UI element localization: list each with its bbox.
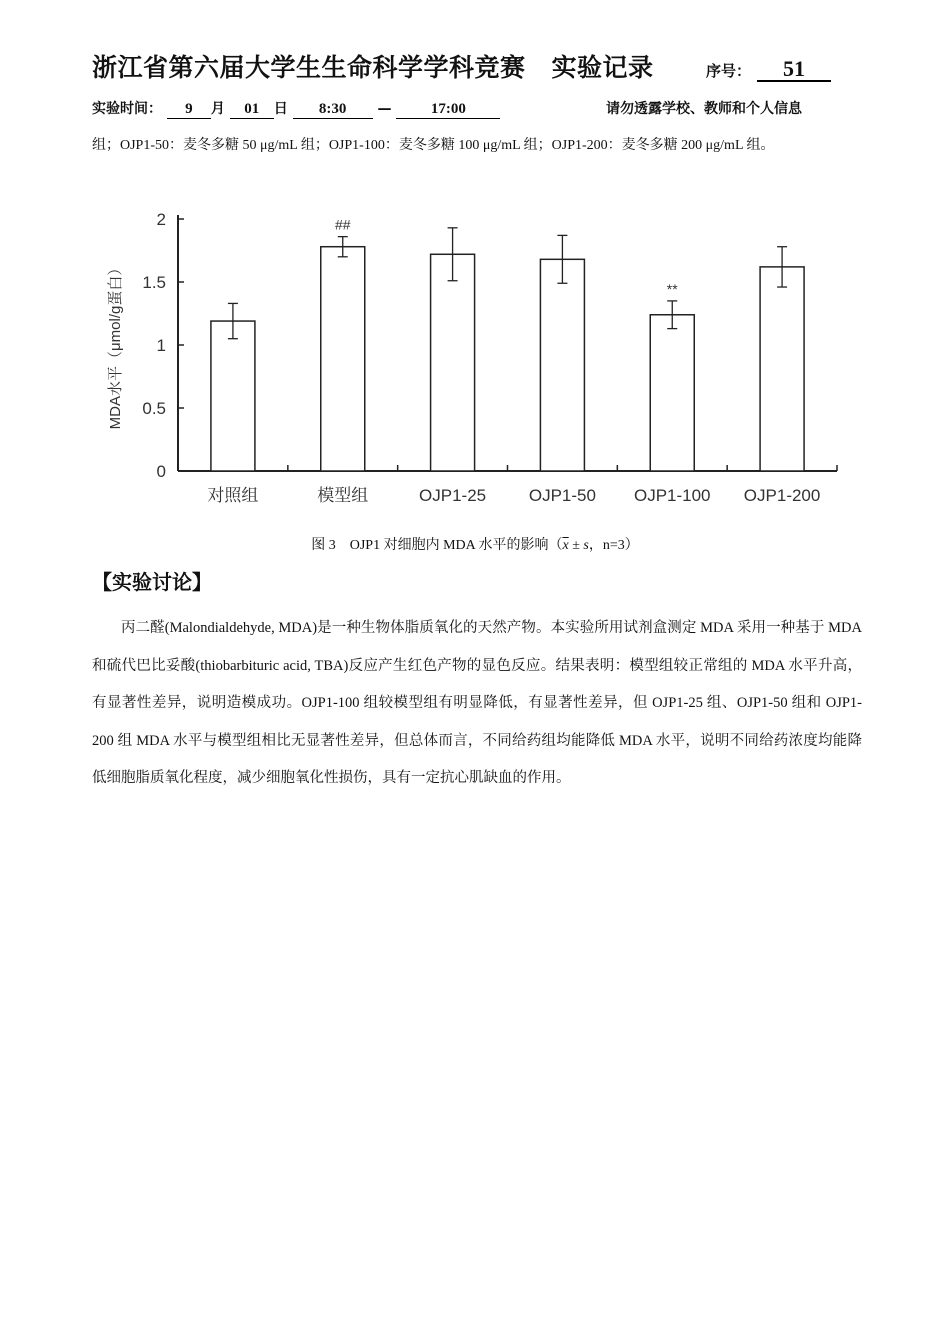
title-right: 实验记录: [551, 53, 654, 82]
bar: [211, 321, 255, 471]
mean-symbol: $\overline{x}$: [562, 538, 569, 553]
y-axis-label: MDA水平（μmol/g蛋白）: [107, 260, 124, 430]
x-tick-label: OJP1-200: [743, 486, 821, 505]
bar: [650, 315, 694, 471]
start-time: 8:30: [293, 101, 373, 119]
day-unit: 日: [273, 101, 288, 117]
serial-label: 序号：: [706, 62, 752, 80]
y-tick-label: 0.5: [142, 399, 166, 418]
experiment-time: [92, 98, 500, 119]
privacy-notice: 请勿透露学校、教师和个人信息: [606, 101, 802, 117]
figure-label: 图 3: [311, 538, 336, 553]
competition-title: [92, 48, 654, 84]
caption-continuation: 组；OJP1-50：麦冬多糖 50 μg/mL 组；OJP1-100：麦冬多糖 100 μg/mL 组；OJP1-200：麦冬多糖 200 μg/mL 组。: [92, 138, 775, 153]
bar: [431, 254, 475, 471]
x-tick-label: OJP1-100: [633, 486, 711, 505]
bar: [321, 247, 365, 471]
title-left: 浙江省第六届大学生生命科学学科竞赛: [92, 53, 526, 82]
month-unit: 月: [210, 101, 225, 117]
section-title: 【实验讨论】: [92, 570, 212, 594]
y-tick-label: 2: [156, 210, 166, 229]
x-tick-label: OJP1-25: [419, 486, 487, 505]
serial-number: [706, 58, 831, 82]
day-value: 01: [230, 101, 274, 119]
x-tick-label: 模型组: [317, 486, 369, 505]
bar: [760, 267, 804, 471]
end-time: 17:00: [396, 101, 500, 119]
discussion-paragraph: 丙二醛(Malondialdehyde, MDA)是一种生物体脂质氧化的天然产物。本实验所用试剂盒测定 MDA 采用一种基于 MDA 和硫代巴比妥酸(thiobarbituric acid, TBA)反应产生红色产物的显色反应。结果表明：模型组较正常组的 MDA 水平升高，有显著性差异，说明造模成功。OJP1-100 组较模型组有明显降低，有显著性差异，但 OJP1-25 组、OJP1-50 组和 OJP1-200 组 MDA 水平与模型组相比无显著性差异，但总体而言，不同给药组均能降低 MDA 水平，说明不同给药浓度均能降低细胞脂质氧化程度，减少细胞氧化性损伤，具有一定抗心肌缺血的作用。: [92, 620, 862, 787]
bar: [540, 259, 584, 471]
x-tick-label: OJP1-50: [528, 486, 596, 505]
time-dash: —: [377, 101, 392, 117]
x-tick-label: 对照组: [207, 486, 259, 505]
y-tick-label: 1: [156, 336, 166, 355]
significance-mark: ##: [334, 216, 351, 233]
significance-mark: **: [666, 280, 678, 297]
figure-caption: [0, 534, 950, 554]
sd-symbol: s: [583, 538, 589, 553]
time-label: 实验时间：: [92, 101, 162, 117]
serial-value: 51: [757, 58, 831, 82]
mda-bar-chart: [92, 195, 862, 525]
y-tick-label: 1.5: [142, 273, 166, 292]
figure-caption-text: OJP1 对细胞内 MDA 水平的影响（: [349, 538, 563, 553]
y-tick-label: 0: [156, 462, 166, 481]
pm-symbol: ±: [568, 538, 584, 553]
sample-size: ，n=3）: [588, 538, 639, 553]
month-value: 9: [167, 101, 211, 119]
